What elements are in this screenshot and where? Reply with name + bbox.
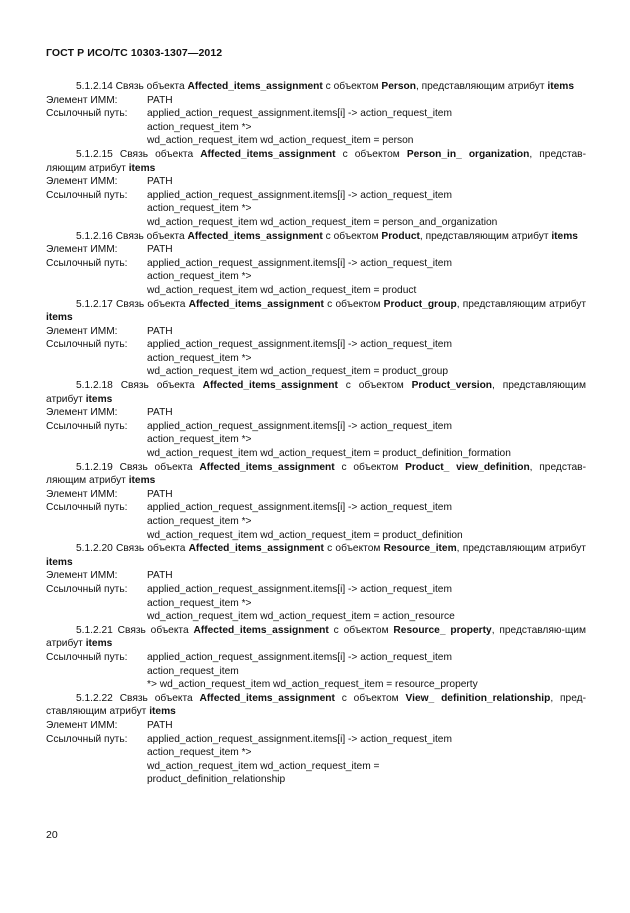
mim-element-label: Элемент ИММ: [46, 244, 118, 256]
section-number: 5.1.2.21 [76, 624, 113, 636]
section-post-text: , представляющим атрибут [456, 298, 586, 310]
mapping-section [46, 542, 586, 624]
reference-path-line: action_request_item *> [147, 747, 252, 759]
reference-path-row [46, 651, 586, 692]
entity-name: Affected_items_assignment [199, 692, 335, 704]
reference-path-row [46, 257, 586, 298]
mim-element-value: PATH [147, 407, 173, 419]
reference-path-line: applied_action_request_assignment.items[i] -> action_request_item [147, 339, 452, 351]
reference-path-label: Ссылочный путь: [46, 108, 128, 120]
document-body [46, 80, 586, 787]
section-title [46, 379, 586, 406]
section-mid-text: с объектом [325, 81, 379, 92]
section-number: 5.1.2.14 [76, 81, 113, 92]
reference-path-line: action_request_item *> [147, 434, 252, 446]
document-header: ГОСТ Р ИСО/ТС 10303-1307—2012 [46, 47, 223, 59]
reference-path-line: wd_action_request_item wd_action_request_item = product_definition [147, 529, 463, 541]
section-title [46, 461, 586, 488]
reference-path-label: Ссылочный путь: [46, 651, 128, 663]
section-post-text: , представляющим атрибут [415, 81, 545, 92]
target-entity-name: Resource_item [383, 543, 457, 555]
entity-name: Affected_items_assignment [193, 624, 329, 636]
reference-path-line: wd_action_request_item wd_action_request_item = product_group [147, 366, 449, 378]
section-mid-text: с объектом [327, 298, 381, 310]
entity-name: Affected_items_assignment [200, 148, 336, 160]
section-mid-text: с объектом [341, 461, 399, 473]
mim-element-row [46, 243, 586, 257]
reference-path-line: wd_action_request_item wd_action_request_item = [147, 760, 380, 772]
section-post-text: , представ-ляющим атрибут [46, 148, 586, 174]
section-post-text: , представляю-щим атрибут [46, 624, 586, 650]
attribute-name: items [547, 81, 574, 92]
section-pre-text: Связь объекта [115, 230, 185, 242]
reference-path-line: applied_action_request_assignment.items[i] -> action_request_item [147, 502, 452, 514]
reference-path-label: Ссылочный путь: [46, 420, 128, 432]
target-entity-name: Product_ view_definition [405, 461, 530, 473]
reference-path-line: wd_action_request_item wd_action_request_item = person_and_organization [147, 216, 498, 228]
mim-element-label: Элемент ИММ: [46, 407, 118, 419]
reference-path-line: applied_action_request_assignment.items[i] -> action_request_item [147, 189, 452, 201]
reference-path-line: applied_action_request_assignment.items[i] -> action_request_item [147, 420, 452, 432]
mapping-section [46, 148, 586, 230]
reference-path-line: action_request_item *> [147, 121, 252, 133]
mim-element-label: Элемент ИММ: [46, 325, 118, 337]
reference-path-label: Ссылочный путь: [46, 189, 128, 201]
target-entity-name: Person_in_ organization [406, 148, 530, 160]
reference-path-row [46, 107, 586, 148]
entity-name: Affected_items_assignment [188, 543, 324, 555]
section-pre-text: Связь объекта [120, 380, 195, 392]
mapping-section [46, 461, 586, 543]
reference-path-line: wd_action_request_item wd_action_request_item = product_definition_formation [147, 448, 511, 460]
reference-path-row [46, 338, 586, 379]
reference-path-line: applied_action_request_assignment.items[i] -> action_request_item [147, 733, 452, 745]
section-number: 5.1.2.18 [76, 380, 113, 392]
section-number: 5.1.2.16 [76, 230, 113, 242]
reference-path-label: Ссылочный путь: [46, 257, 128, 269]
reference-path-line: wd_action_request_item wd_action_request_item = action_resource [147, 611, 455, 623]
reference-path-line: applied_action_request_assignment.items[i] -> action_request_item [147, 651, 452, 663]
attribute-name: items [85, 393, 113, 405]
mim-element-value: PATH [147, 94, 173, 106]
section-mid-text: с объектом [327, 543, 381, 555]
section-number: 5.1.2.17 [76, 298, 113, 310]
entity-name: Affected_items_assignment [188, 298, 324, 310]
reference-path-label: Ссылочный путь: [46, 583, 128, 595]
section-pre-text: Связь объекта [116, 298, 186, 310]
attribute-name: items [128, 162, 156, 174]
reference-path-line: action_request_item [147, 665, 239, 677]
section-pre-text: Связь объекта [115, 81, 185, 92]
mim-element-row [46, 175, 586, 189]
reference-path-row [46, 189, 586, 230]
section-post-text: , пред-ставляющим атрибут [46, 692, 586, 718]
section-title [46, 298, 586, 325]
mapping-section [46, 379, 586, 461]
section-mid-text: с объектом [345, 380, 404, 392]
mim-element-value: PATH [147, 325, 173, 337]
section-title [46, 624, 586, 651]
reference-path-row [46, 583, 586, 624]
mim-element-value: PATH [147, 244, 173, 256]
section-title [46, 542, 586, 569]
reference-path-value [147, 189, 586, 230]
reference-path-value [147, 501, 586, 542]
mim-element-value: PATH [147, 176, 173, 188]
section-number: 5.1.2.22 [76, 692, 113, 704]
mim-element-row [46, 719, 586, 733]
target-entity-name: Product [381, 230, 420, 242]
mim-element-label: Элемент ИММ: [46, 176, 118, 188]
reference-path-label: Ссылочный путь: [46, 733, 128, 745]
section-title [46, 230, 586, 244]
reference-path-value [147, 733, 586, 787]
page-number: 20 [46, 829, 58, 841]
section-number: 5.1.2.15 [76, 148, 113, 160]
reference-path-line: action_request_item *> [147, 271, 252, 283]
attribute-name: items [85, 638, 113, 650]
reference-path-line: action_request_item *> [147, 516, 252, 527]
entity-name: Affected_items_assignment [187, 230, 323, 242]
section-pre-text: Связь объекта [119, 148, 194, 160]
mim-element-row [46, 325, 586, 339]
target-entity-name: View_ definition_relationship [405, 692, 551, 704]
mapping-section [46, 624, 586, 692]
mim-element-label: Элемент ИММ: [46, 94, 118, 106]
attribute-name: items [149, 706, 176, 718]
section-title [46, 148, 586, 175]
mim-element-label: Элемент ИММ: [46, 570, 118, 582]
entity-name: Affected_items_assignment [202, 380, 338, 392]
reference-path-value [147, 420, 586, 461]
mim-element-row [46, 569, 586, 583]
reference-path-label: Ссылочный путь: [46, 502, 128, 514]
reference-path-row [46, 501, 586, 542]
section-pre-text: Связь объекта [117, 624, 189, 636]
section-title [46, 80, 586, 94]
entity-name: Affected_items_assignment [199, 461, 335, 473]
entity-name: Affected_items_assignment [187, 81, 323, 92]
target-entity-name: Product_version [411, 380, 493, 392]
mim-element-row [46, 94, 586, 108]
reference-path-row [46, 420, 586, 461]
section-mid-text: с объектом [333, 624, 389, 636]
mim-element-label: Элемент ИММ: [46, 719, 118, 731]
mim-element-value: PATH [147, 570, 173, 582]
mapping-section [46, 80, 586, 148]
mim-element-value: PATH [147, 488, 173, 500]
section-number: 5.1.2.20 [76, 543, 113, 555]
attribute-name: items [46, 556, 73, 568]
reference-path-line: applied_action_request_assignment.items[i] -> action_request_item [147, 108, 452, 120]
target-entity-name: Product_group [383, 298, 457, 310]
section-post-text: , представляющим атрибут [456, 543, 586, 555]
attribute-name: items [551, 230, 578, 242]
reference-path-line: wd_action_request_item wd_action_request_item = person [147, 135, 414, 147]
reference-path-line: applied_action_request_assignment.items[i] -> action_request_item [147, 257, 452, 269]
reference-path-value [147, 651, 586, 692]
section-post-text: , представляющим атрибут [46, 380, 586, 405]
mim-element-row [46, 488, 586, 502]
attribute-name: items [46, 312, 73, 324]
mim-element-label: Элемент ИММ: [46, 488, 118, 500]
reference-path-value [147, 338, 586, 379]
section-number: 5.1.2.19 [76, 461, 113, 473]
section-post-text: , представляющим атрибут [419, 230, 549, 242]
reference-path-row [46, 733, 586, 787]
reference-path-label: Ссылочный путь: [46, 339, 128, 351]
mim-element-value: PATH [147, 719, 173, 731]
section-pre-text: Связь объекта [116, 543, 186, 555]
section-post-text: , представ-ляющим атрибут [46, 461, 586, 487]
reference-path-value [147, 107, 586, 148]
reference-path-line: applied_action_request_assignment.items[i] -> action_request_item [147, 583, 452, 595]
reference-path-line: wd_action_request_item wd_action_request_item = product [147, 284, 417, 296]
section-title [46, 692, 586, 719]
section-mid-text: с объектом [325, 230, 379, 242]
reference-path-line: product_definition_relationship [147, 774, 286, 786]
reference-path-line: action_request_item *> [147, 597, 252, 609]
mapping-section [46, 692, 586, 787]
reference-path-value [147, 583, 586, 624]
attribute-name: items [128, 475, 156, 487]
section-pre-text: Связь объекта [119, 461, 193, 473]
mapping-section [46, 298, 586, 380]
reference-path-value [147, 257, 586, 298]
reference-path-line: action_request_item *> [147, 352, 252, 364]
reference-path-line: action_request_item *> [147, 203, 252, 215]
target-entity-name: Person [381, 81, 416, 92]
target-entity-name: Resource_ property [393, 624, 492, 636]
mapping-section [46, 230, 586, 298]
section-mid-text: с объектом [341, 692, 399, 704]
section-mid-text: с объектом [342, 148, 400, 160]
mim-element-row [46, 406, 586, 420]
reference-path-line: *> wd_action_request_item wd_action_request_item = resource_property [147, 679, 478, 691]
section-pre-text: Связь объекта [119, 692, 193, 704]
